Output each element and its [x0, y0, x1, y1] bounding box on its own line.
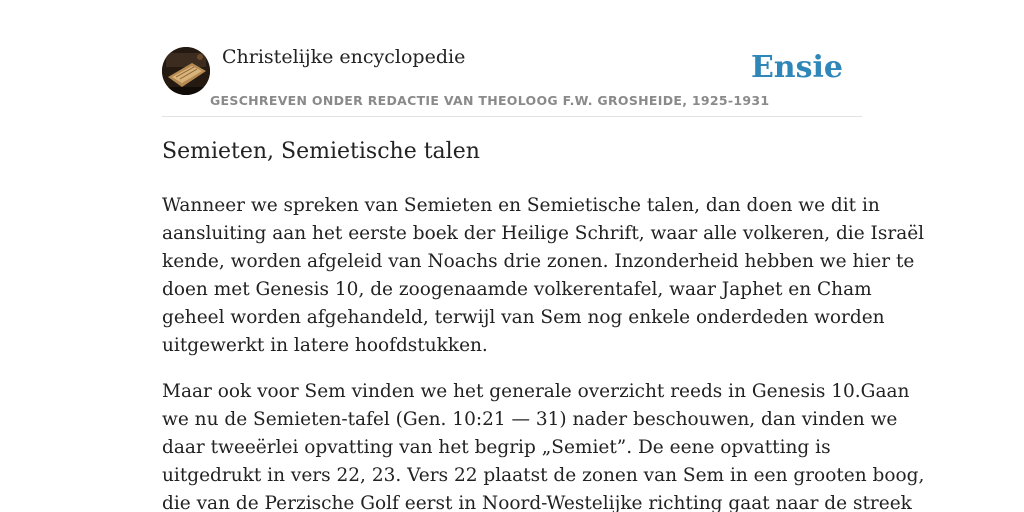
- book-photo-icon: [162, 47, 210, 95]
- avatar[interactable]: [162, 47, 210, 95]
- text-line: kende, worden afgeleid van Noachs drie zonen. Inzonderheid hebben we hier te: [162, 251, 915, 272]
- text-line: aansluiting aan het eerste boek der Heilige Schrift, waar alle volkeren, die Israël: [162, 223, 925, 244]
- paragraph: [162, 192, 925, 360]
- brand-logo[interactable]: Ensie: [750, 50, 843, 85]
- site-header: [162, 46, 862, 117]
- text-line: die van de Perzische Golf eerst in Noord-Westelijke richting gaat naar de streek: [162, 493, 912, 512]
- text-line: geheel worden afgehandeld, terwijl van Sem nog enkele onderdeden worden: [162, 307, 885, 328]
- site-name[interactable]: Christelijke encyclopedie: [222, 46, 466, 68]
- text-line: daar tweeërlei opvatting van het begrip „Semiet”. De eene opvatting is: [162, 437, 831, 458]
- site-subtitle: GESCHREVEN ONDER REDACTIE VAN THEOLOOG F.W. GROSHEIDE, 1925-1931: [210, 93, 770, 108]
- text-line: doen met Genesis 10, de zoogenaamde volkerentafel, waar Japhet en Cham: [162, 279, 872, 300]
- text-line: Wanneer we spreken van Semieten en Semietische talen, dan doen we dit in: [162, 195, 880, 216]
- paragraph: [162, 378, 925, 512]
- text-line: uitgewerkt in latere hoofdstukken.: [162, 335, 488, 356]
- text-line: we nu de Semieten-tafel (Gen. 10:21 — 31) nader beschouwen, dan vinden we: [162, 409, 898, 430]
- text-line: Maar ook voor Sem vinden we het generale overzicht reeds in Genesis 10.Gaan: [162, 381, 910, 402]
- article-title: Semieten, Semietische talen: [162, 139, 480, 164]
- article-body: [162, 192, 925, 512]
- text-line: uitgedrukt in vers 22, 23. Vers 22 plaatst de zonen van Sem in een grooten boog,: [162, 465, 925, 486]
